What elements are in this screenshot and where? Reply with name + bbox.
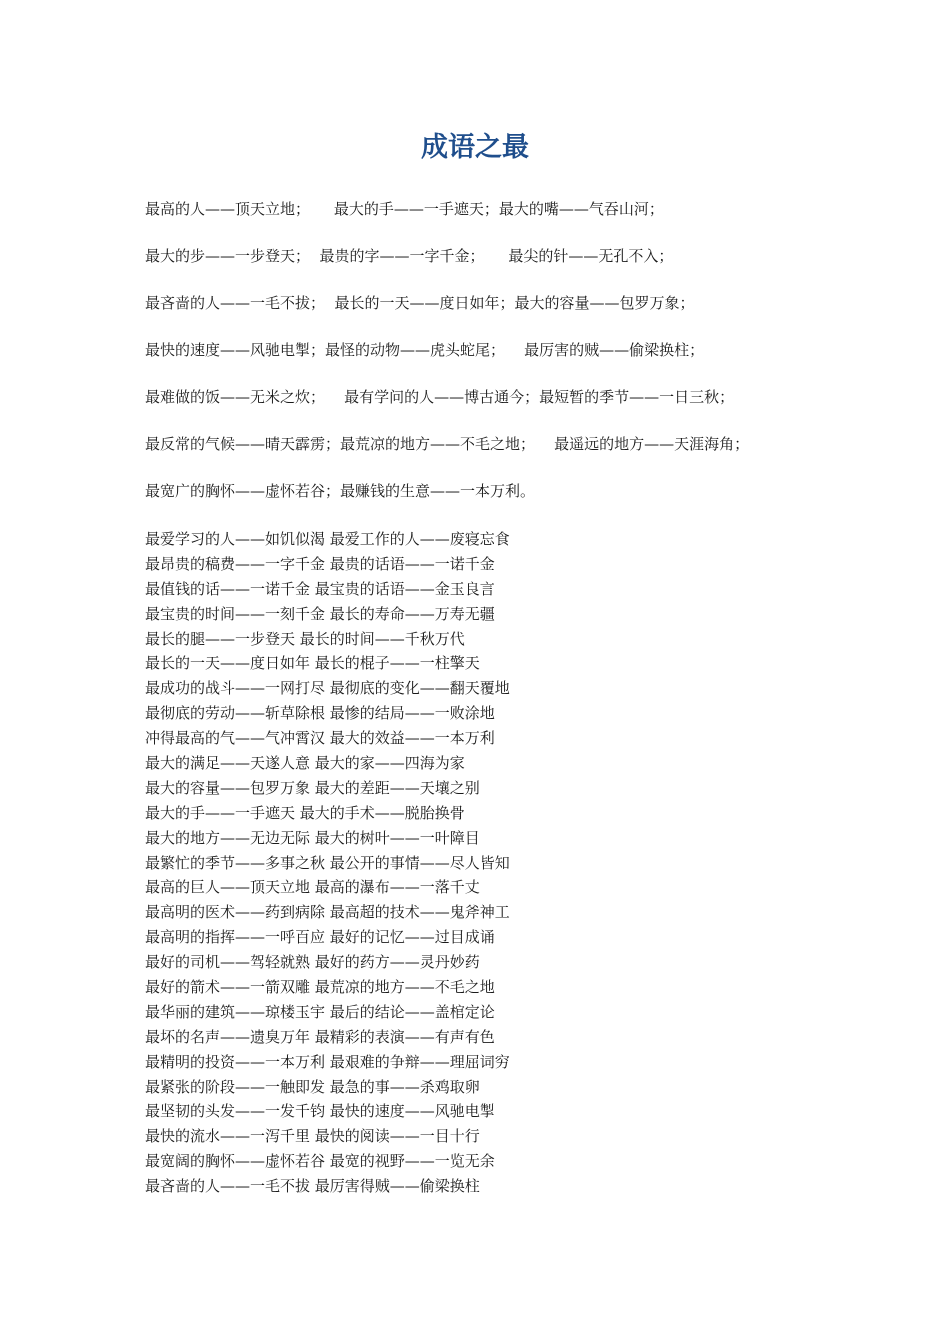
paragraph: 最快的速度——风驰电掣；最怪的动物——虎头蛇尾； 最厉害的贼——偷梁换柱； — [145, 341, 705, 359]
list-item: 最精明的投资——一本万利 最艰难的争辩——理屈词穷 — [145, 1052, 510, 1071]
list-item: 最坏的名声——遗臭万年 最精彩的表演——有声有色 — [145, 1027, 495, 1046]
list-item: 最大的地方——无边无际 最大的树叶——一叶障目 — [145, 828, 480, 847]
paragraph: 最高的人——顶天立地； 最大的手——一手遮天；最大的嘴——气吞山河； — [145, 200, 664, 218]
list-item: 最爱学习的人——如饥似渴 最爱工作的人——废寝忘食 — [145, 530, 510, 548]
list-item: 最华丽的建筑——琼楼玉宇 最后的结论——盖棺定论 — [145, 1002, 495, 1021]
list-item: 最高的巨人——顶天立地 最高的瀑布——一落千丈 — [145, 878, 480, 897]
idiom-list — [145, 527, 845, 1199]
list-item: 最高明的医术——药到病除 最高超的技术——鬼斧神工 — [145, 903, 510, 922]
list-item: 最大的手——一手遮天 最大的手术——脱胎换骨 — [145, 803, 465, 822]
list-item: 最好的箭术——一箭双雕 最荒凉的地方——不毛之地 — [145, 978, 495, 997]
list-item: 冲得最高的气——气冲霄汉 最大的效益——一本万利 — [145, 729, 495, 748]
page-title: 成语之最 — [421, 132, 529, 163]
list-item: 最坚韧的头发——一发千钧 最快的速度——风驰电掣 — [145, 1102, 495, 1121]
list-item: 最繁忙的季节——多事之秋 最公开的事情——尽人皆知 — [145, 853, 510, 872]
paragraph: 最难做的饭——无米之炊； 最有学问的人——博古通今；最短暂的季节——一日三秋； — [145, 388, 735, 406]
paragraph: 最宽广的胸怀——虚怀若谷；最赚钱的生意——一本万利。 — [145, 482, 536, 500]
list-item: 最快的流水——一泻千里 最快的阅读——一目十行 — [145, 1127, 480, 1146]
list-item: 最宝贵的时间——一刻千金 最长的寿命——万寿无疆 — [145, 604, 495, 623]
list-item: 最大的容量——包罗万象 最大的差距——天壤之别 — [145, 778, 480, 797]
list-item: 最高明的指挥——一呼百应 最好的记忆——过目成诵 — [145, 928, 495, 947]
list-item: 最成功的战斗——一网打尽 最彻底的变化——翻天覆地 — [145, 679, 510, 698]
list-item: 最彻底的劳动——斩草除根 最惨的结局——一败涂地 — [145, 704, 495, 723]
list-item: 最紧张的阶段——一触即发 最急的事——杀鸡取卵 — [145, 1077, 480, 1096]
paragraph-section — [145, 196, 845, 525]
list-item: 最吝啬的人——一毛不拔 最厉害得贼——偷梁换柱 — [145, 1177, 480, 1196]
list-item: 最宽阔的胸怀——虚怀若谷 最宽的视野——一览无余 — [145, 1152, 495, 1171]
list-item: 最长的腿——一步登天 最长的时间——千秋万代 — [145, 629, 465, 648]
list-item: 最昂贵的稿费——一字千金 最贵的话语——一诺千金 — [145, 554, 495, 573]
paragraph: 最吝啬的人——一毛不拔； 最长的一天——度日如年；最大的容量——包罗万象； — [145, 294, 695, 312]
list-item: 最大的满足——天遂人意 最大的家——四海为家 — [145, 754, 465, 773]
paragraph: 最大的步——一步登天； 最贵的字——一字千金； 最尖的针——无孔不入； — [145, 247, 674, 265]
list-item: 最好的司机——驾轻就熟 最好的药方——灵丹妙药 — [145, 953, 480, 972]
list-item: 最值钱的话——一诺千金 最宝贵的话语——金玉良言 — [145, 579, 495, 598]
list-item: 最长的一天——度日如年 最长的棍子——一柱擎天 — [145, 654, 480, 673]
paragraph: 最反常的气候——晴天霹雳；最荒凉的地方——不毛之地； 最遥远的地方——天涯海角； — [145, 435, 750, 453]
